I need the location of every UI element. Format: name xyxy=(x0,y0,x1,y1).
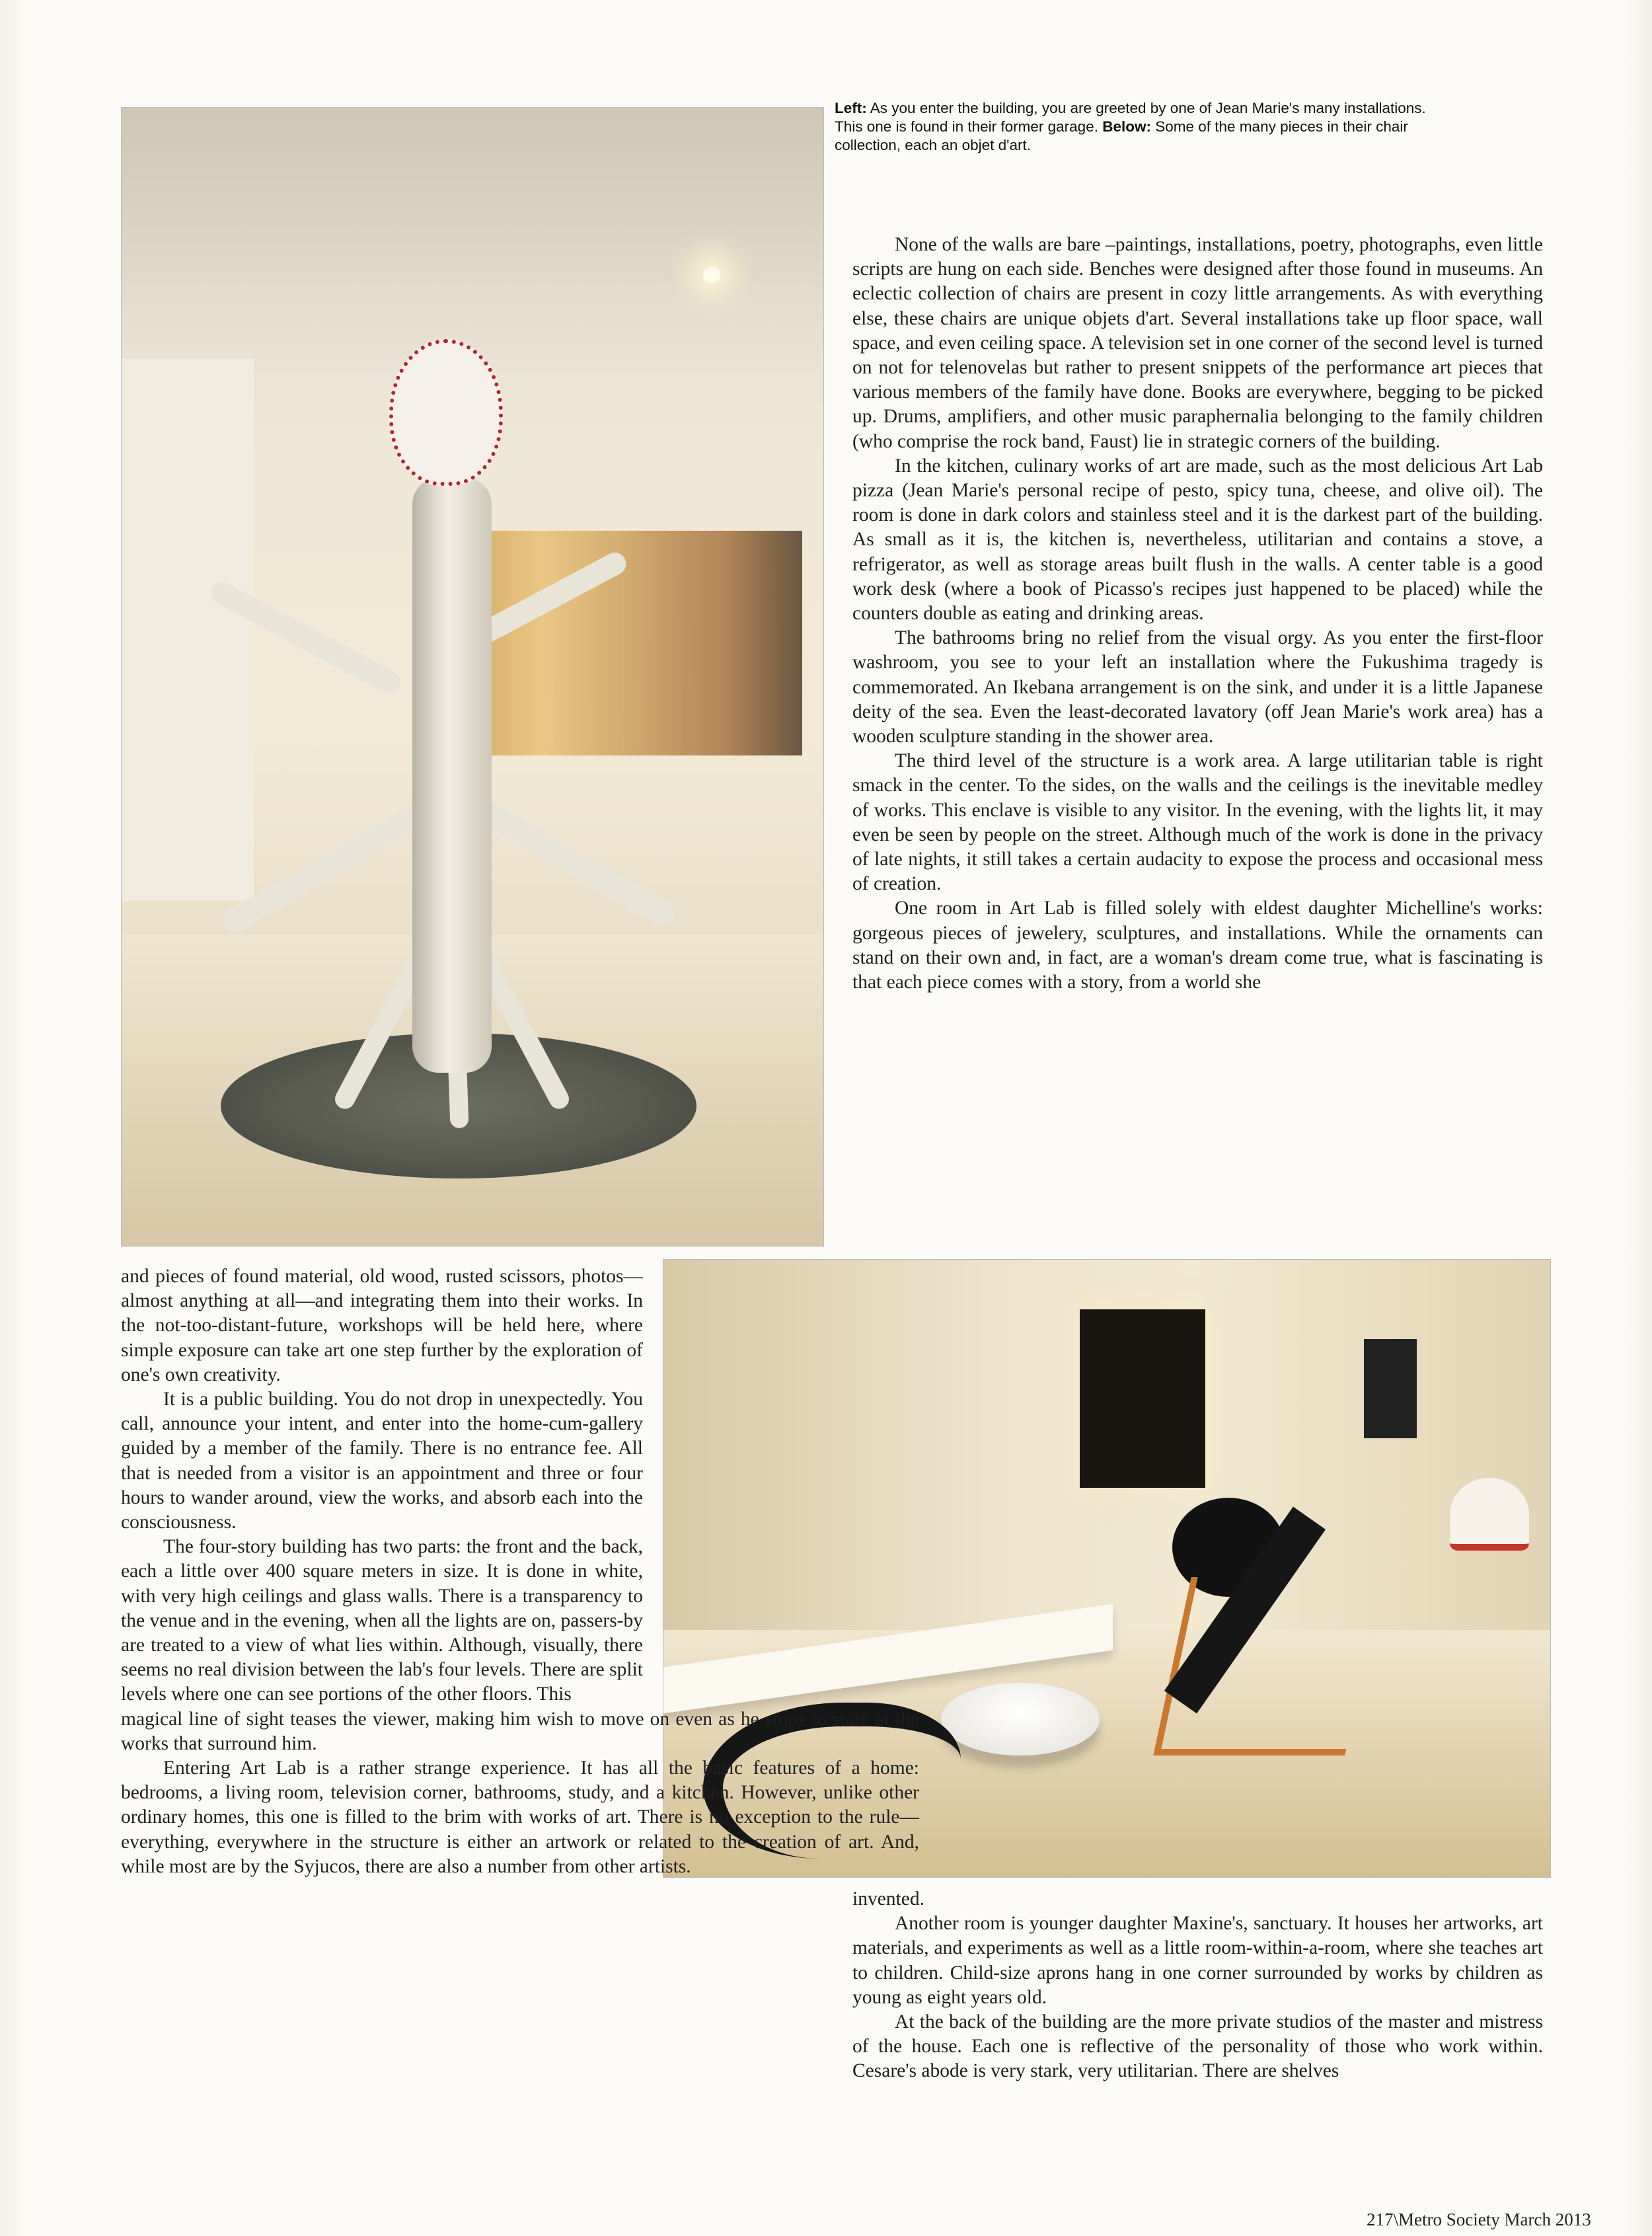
sculpture-head xyxy=(389,339,503,486)
article-paragraph: The third level of the structure is a work area. A large utilitarian table is right smack in the center. To the sides, on the walls and the ceilings is the inevitable medley of works. This enclave is visible to any visitor. In the evening, with the lights lit, it may even be seen by people on the street. Although much of the work is done in the privacy of late nights, it still takes a certain audacity to expose the process and occasional mess of creation. xyxy=(852,750,1543,895)
photo-caption xyxy=(835,99,1429,155)
light-box-artwork xyxy=(1080,1309,1205,1488)
page-folio: 217\Metro Society March 2013 xyxy=(1367,2210,1591,2229)
article-paragraph: Entering Art Lab is a rather strange experience. It has all the basic features of a home: bedrooms, a living room, television corner, bathrooms, study, and a kitchen. However, unlike other ordinary homes, this one is filled to the brim with works of art. There is no exception to the rule—everything, everywhere in the structure is either an artwork or related to the creation of art. And, while most are by the Syjucos, there are also a number from other artists. xyxy=(121,1757,919,1877)
article-paragraph: invented. xyxy=(852,1888,924,1909)
white-chair xyxy=(1450,1478,1529,1551)
article-paragraph: None of the walls are bare –paintings, installations, poetry, photographs, even little scripts are hung on each side. Benches were designed after those found in museums. An eclectic collection of chairs are present in cozy little arrangements. As with everything else, these chairs are unique objets d'art. Several installations take up floor space, wall space, and even ceiling space. A television set in one corner of the second level is turned on not for telenovelas but rather to present snippets of the performance art pieces that various members of the family have done. Books are everywhere, begging to be picked up. Drums, amplifiers, and other music paraphernalia belonging to the family children (who comprise the rock band, Faust) lie in strategic corners of the building. xyxy=(852,234,1543,452)
caption-left-label: Left: xyxy=(835,100,867,116)
article-column-right-top xyxy=(852,233,1543,995)
caption-below-label: Below: xyxy=(1102,118,1151,135)
caption-below-text: Some of the many pieces in their chair collection, each an objet d'art. xyxy=(835,118,1408,153)
photo-wall xyxy=(122,359,254,901)
article-column-left-bottom xyxy=(121,1264,919,1879)
article-paragraph: At the back of the building are the more private studios of the master and mistress of the house. Each one is reflective of the personality of those who work within. Cesare's abode is very stark, very utilitarian. There are shelves xyxy=(852,2011,1543,2082)
article-paragraph: In the kitchen, culinary works of art are made, such as the most delicious Art Lab pizza (Jean Marie's personal recipe of pesto, spicy tuna, cheese, and olive oil). The room is done in dark colors and stainless steel and it is the darkest part of the building. As small as it is, the kitchen is, nevertheless, utilitarian and contains a stove, a refrigerator, as well as storage areas built flush in the walls. A center table is a good work desk (where a book of Picasso's recipes just happened to be placed) while the counters double as eating and drinking areas. xyxy=(852,455,1543,625)
article-paragraph: magical line of sight teases the viewer, making him wish to move on even as he stops to stare at the works that surround him. xyxy=(121,1708,919,1754)
round-table xyxy=(941,1683,1100,1755)
wall-artwork xyxy=(1364,1339,1417,1438)
sculpture-trunk xyxy=(412,478,492,1073)
photo-ceiling xyxy=(122,108,823,385)
article-paragraph: The bathrooms bring no relief from the visual orgy. As you enter the first-floor washroom, you see to your left an installation where the Fukushima tragedy is commemorated. An Ikebana arrangement is on the sink, and under it is a little Japanese deity of the sea. Even the least-decorated lavatory (off Jean Marie's work area) has a wooden sculpture standing in the shower area. xyxy=(852,627,1543,748)
sculpture-installation-photo xyxy=(121,107,824,1247)
article-paragraph: It is a public building. You do not drop in unexpectedly. You call, announce your intent, and enter into the home-cum-gallery guided by a member of the family. There is no entrance fee. All that is needed from a visitor is an appointment and three or four hours to wander around, view the works, and absorb each into the consciousness. xyxy=(121,1389,643,1533)
article-paragraph: One room in Art Lab is filled solely with eldest daughter Michelline's works: gorgeous pieces of jewelery, sculptures, and installations. While the ornaments can stand on their own and, in fact, are a woman's dream come true, what is fascinating is that each piece comes with a story, from a world she xyxy=(852,898,1543,993)
article-column-right-bottom xyxy=(852,1887,1543,2084)
caption-left-text: As you enter the building, you are greeted by one of Jean Marie's many installations. This one is found in their former garage. xyxy=(835,100,1426,135)
article-paragraph: Another room is younger daughter Maxine's, sanctuary. It houses her artworks, art materials, and experiments as well as a little room-within-a-room, where she teaches art to children. Child-size aprons hang in one corner surrounded by works by children as young as eight years old. xyxy=(852,1913,1543,2008)
article-paragraph: and pieces of found material, old wood, rusted scissors, photos—almost anything at all—and integrating them into their works. In the not-too-distant-future, workshops will be held here, where simple exposure can take art one step further by the exploration of one's own creativity. xyxy=(121,1266,643,1385)
spotlight xyxy=(703,266,720,284)
article-paragraph: The four-story building has two parts: the front and the back, each a little over 400 square meters in size. It is done in white, with very high ceilings and glass walls. There is a transparency to the venue and in the evening, when all the lights are on, passers-by are treated to a view of what lies within. Although, visually, there seems no real division between the lab's four levels. There are split levels where one can see portions of the other floors. This xyxy=(121,1536,643,1705)
